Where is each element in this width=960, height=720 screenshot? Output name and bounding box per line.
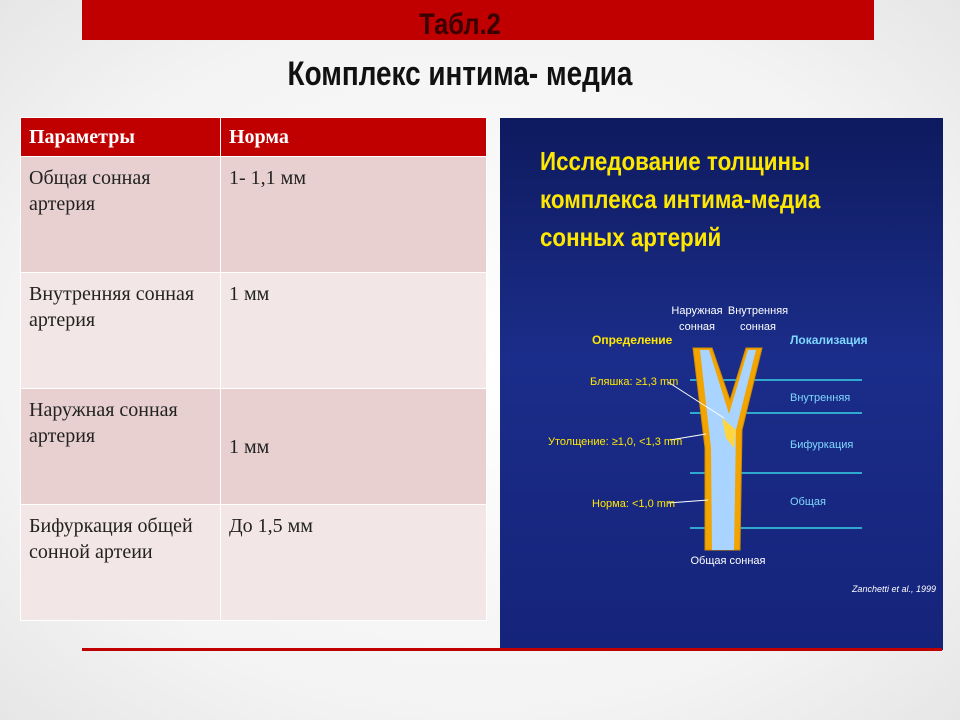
diagram-title-line: Исследование толщины: [540, 146, 811, 176]
param-cell: Внутренняя сонная артерия: [21, 273, 221, 389]
diagram-title-line: комплекса интима-медиа: [540, 184, 821, 214]
vessel-top-left-label-2: сонная: [679, 321, 715, 333]
norm-cell: 1 мм: [221, 389, 487, 505]
carotid-diagram-panel: [500, 118, 943, 650]
header-parameters: Параметры: [21, 118, 221, 157]
table-number: Табл.2: [419, 8, 501, 41]
param-cell: Бифуркация общей сонной артеии: [21, 505, 221, 621]
table-row: [21, 157, 487, 273]
loc-common-label: Общая: [790, 496, 826, 508]
localization-label: Локализация: [790, 333, 868, 347]
thickening-definition: Утолщение: ≥1,0, <1,3 mm: [548, 436, 683, 448]
parameters-table: [20, 117, 487, 621]
diagram-title-line: сонных артерий: [540, 222, 722, 252]
carotid-diagram: [500, 118, 943, 650]
loc-bifurcation-label: Бифуркация: [790, 439, 854, 451]
table-row: [21, 505, 487, 621]
slide-title: Комплекс интима- медиа: [287, 55, 633, 93]
table-header-row: [21, 118, 487, 157]
loc-internal-label: Внутренняя: [790, 392, 851, 404]
param-cell: Наружная сонная артерия: [21, 389, 221, 505]
plaque-definition: Бляшка: ≥1,3 mm: [590, 376, 679, 388]
vessel-bottom-label: Общая сонная: [690, 555, 766, 567]
normal-definition: Норма: <1,0 mm: [592, 498, 676, 510]
norm-cell: 1- 1,1 мм: [221, 157, 487, 273]
citation: Zanchetti et al., 1999: [851, 584, 936, 594]
table-row: [21, 273, 487, 389]
vessel-top-right-label-1: Внутренняя: [727, 305, 789, 317]
norm-cell: 1 мм: [221, 273, 487, 389]
vessel-top-left-label-1: Наружная: [671, 305, 723, 317]
table-row: [21, 389, 487, 505]
definition-label: Определение: [592, 333, 673, 347]
norm-cell: До 1,5 мм: [221, 505, 487, 621]
param-cell: Общая сонная артерия: [21, 157, 221, 273]
bottom-accent-line: [82, 648, 942, 651]
vessel-top-right-label-2: сонная: [740, 321, 776, 333]
header-norm: Норма: [221, 118, 487, 157]
